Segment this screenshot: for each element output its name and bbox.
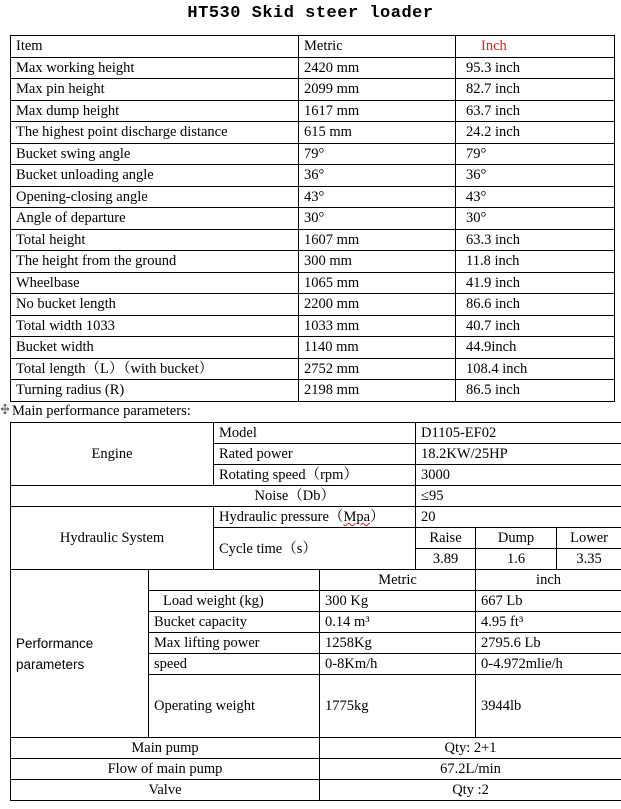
spec-row xyxy=(11,380,615,402)
noise-label: Noise（Db） xyxy=(11,486,416,507)
spec-item: Max dump height xyxy=(11,100,299,122)
spec-metric: 2099 mm xyxy=(299,79,456,101)
hydraulic-pressure-text: Hydraulic pressure（Mpa） xyxy=(219,509,385,525)
spec-row xyxy=(11,122,615,144)
spec-header-row xyxy=(11,36,615,58)
perf-row-label: Max lifting power xyxy=(149,633,320,654)
rated-power-value: 18.2KW/25HP xyxy=(416,444,621,465)
spec-inch: 30° xyxy=(456,208,615,230)
spec-metric: 2420 mm xyxy=(299,57,456,79)
spec-metric: 79° xyxy=(299,143,456,165)
spec-item: Opening-closing angle xyxy=(11,186,299,208)
main-pump-value: Qty: 2+1 xyxy=(320,738,621,759)
perf-row-inch: 3944lb xyxy=(476,675,621,738)
perf-row-label: Operating weight xyxy=(149,675,320,738)
spec-item: Max working height xyxy=(11,57,299,79)
spec-metric: 36° xyxy=(299,165,456,187)
spec-metric: 615 mm xyxy=(299,122,456,144)
cycle-value-lower: 3.35 xyxy=(557,549,621,570)
perf-row-metric: 300 Kg xyxy=(320,591,476,612)
cycle-value-raise: 3.89 xyxy=(416,549,476,570)
spec-metric: 2198 mm xyxy=(299,380,456,402)
spec-metric: 2200 mm xyxy=(299,294,456,316)
spec-row xyxy=(11,208,615,230)
performance-table xyxy=(10,422,621,801)
perf-row-inch: 667 Lb xyxy=(476,591,621,612)
spec-inch: 44.9inch xyxy=(456,337,615,359)
spec-inch: 43° xyxy=(456,186,615,208)
spec-item: Turning radius (R) xyxy=(11,380,299,402)
perf-row-metric: 0.14 m³ xyxy=(320,612,476,633)
spec-metric: 300 mm xyxy=(299,251,456,273)
header-metric: Metric xyxy=(299,36,456,58)
spec-item: Bucket width xyxy=(11,337,299,359)
valve-value: Qty :2 xyxy=(320,780,621,801)
spec-inch: 86.5 inch xyxy=(456,380,615,402)
perf-row-label: Bucket capacity xyxy=(149,612,320,633)
perf-row-inch: 4.95 ft³ xyxy=(476,612,621,633)
spec-inch: 24.2 inch xyxy=(456,122,615,144)
spec-row xyxy=(11,143,615,165)
spec-row xyxy=(11,337,615,359)
performance-inch-header: inch xyxy=(476,570,621,591)
spec-item: Total width 1033 xyxy=(11,315,299,337)
performance-label-line1: Performance xyxy=(16,635,94,651)
spec-inch: 63.3 inch xyxy=(456,229,615,251)
spec-inch: 108.4 inch xyxy=(456,358,615,380)
spec-inch: 11.8 inch xyxy=(456,251,615,273)
cycle-time-label: Cycle time（s） xyxy=(214,528,416,570)
move-anchor-icon xyxy=(0,403,10,415)
spec-row xyxy=(11,251,615,273)
performance-metric-header: Metric xyxy=(320,570,476,591)
valve-label: Valve xyxy=(11,780,320,801)
rotating-speed-value: 3000 xyxy=(416,465,621,486)
perf-row-metric: 0-8Km/h xyxy=(320,654,476,675)
spec-metric: 2752 mm xyxy=(299,358,456,380)
spec-item: Total length（L）（with bucket） xyxy=(11,358,299,380)
rotating-speed-label: Rotating speed（rpm） xyxy=(214,465,416,486)
cycle-header-lower: Lower xyxy=(557,528,621,549)
perf-row-inch: 2795.6 Lb xyxy=(476,633,621,654)
spec-item: The height from the ground xyxy=(11,251,299,273)
spec-inch: 79° xyxy=(456,143,615,165)
spec-item: Bucket unloading angle xyxy=(11,165,299,187)
spec-inch: 82.7 inch xyxy=(456,79,615,101)
spec-inch: 40.7 inch xyxy=(456,315,615,337)
perf-row-label: Load weight (kg) xyxy=(149,591,320,612)
spec-metric: 1065 mm xyxy=(299,272,456,294)
hydraulic-pressure-label xyxy=(214,507,416,528)
spec-row xyxy=(11,229,615,251)
spec-item: Max pin height xyxy=(11,79,299,101)
spec-row xyxy=(11,272,615,294)
cycle-header-dump: Dump xyxy=(476,528,557,549)
spec-row xyxy=(11,358,615,380)
spec-metric: 43° xyxy=(299,186,456,208)
spec-item: Bucket swing angle xyxy=(11,143,299,165)
spec-item: The highest point discharge distance xyxy=(11,122,299,144)
spec-row xyxy=(11,315,615,337)
spec-inch: 41.9 inch xyxy=(456,272,615,294)
spec-row xyxy=(11,79,615,101)
spec-metric: 1140 mm xyxy=(299,337,456,359)
spec-item: Wheelbase xyxy=(11,272,299,294)
spec-metric: 1607 mm xyxy=(299,229,456,251)
spec-item: Total height xyxy=(11,229,299,251)
rated-power-label: Rated power xyxy=(214,444,416,465)
cycle-header-raise: Raise xyxy=(416,528,476,549)
spec-metric: 1617 mm xyxy=(299,100,456,122)
noise-value: ≤95 xyxy=(416,486,621,507)
spec-row xyxy=(11,294,615,316)
spec-row xyxy=(11,186,615,208)
spec-inch: 63.7 inch xyxy=(456,100,615,122)
main-parameters-heading: Main performance parameters: xyxy=(12,403,191,419)
perf-row-label: speed xyxy=(149,654,320,675)
spec-row xyxy=(11,57,615,79)
engine-model-label: Model xyxy=(214,423,416,444)
performance-blank-header xyxy=(149,570,320,591)
spec-item: Angle of departure xyxy=(11,208,299,230)
perf-row-metric: 1775kg xyxy=(320,675,476,738)
performance-label xyxy=(11,570,149,738)
spellcheck-underline: Mpa xyxy=(343,509,371,525)
spec-row xyxy=(11,165,615,187)
page-title: HT530 Skid steer loader xyxy=(187,4,434,23)
perf-row-metric: 1258Kg xyxy=(320,633,476,654)
spec-metric: 1033 mm xyxy=(299,315,456,337)
header-inch: Inch xyxy=(456,36,615,58)
hydraulic-label: Hydraulic System xyxy=(11,507,214,570)
performance-label-line2: parameters xyxy=(16,656,85,672)
spec-item: No bucket length xyxy=(11,294,299,316)
flow-label: Flow of main pump xyxy=(11,759,320,780)
header-item: Item xyxy=(11,36,299,58)
main-pump-label: Main pump xyxy=(11,738,320,759)
spec-inch: 86.6 inch xyxy=(456,294,615,316)
flow-value: 67.2L/min xyxy=(320,759,621,780)
cycle-value-dump: 1.6 xyxy=(476,549,557,570)
spec-metric: 30° xyxy=(299,208,456,230)
engine-model-value: D1105-EF02 xyxy=(416,423,621,444)
engine-label: Engine xyxy=(11,423,214,486)
spec-inch: 36° xyxy=(456,165,615,187)
spec-row xyxy=(11,100,615,122)
spec-table xyxy=(10,35,615,402)
hydraulic-pressure-value: 20 xyxy=(416,507,621,528)
spec-inch: 95.3 inch xyxy=(456,57,615,79)
perf-row-inch: 0-4.972mlie/h xyxy=(476,654,621,675)
